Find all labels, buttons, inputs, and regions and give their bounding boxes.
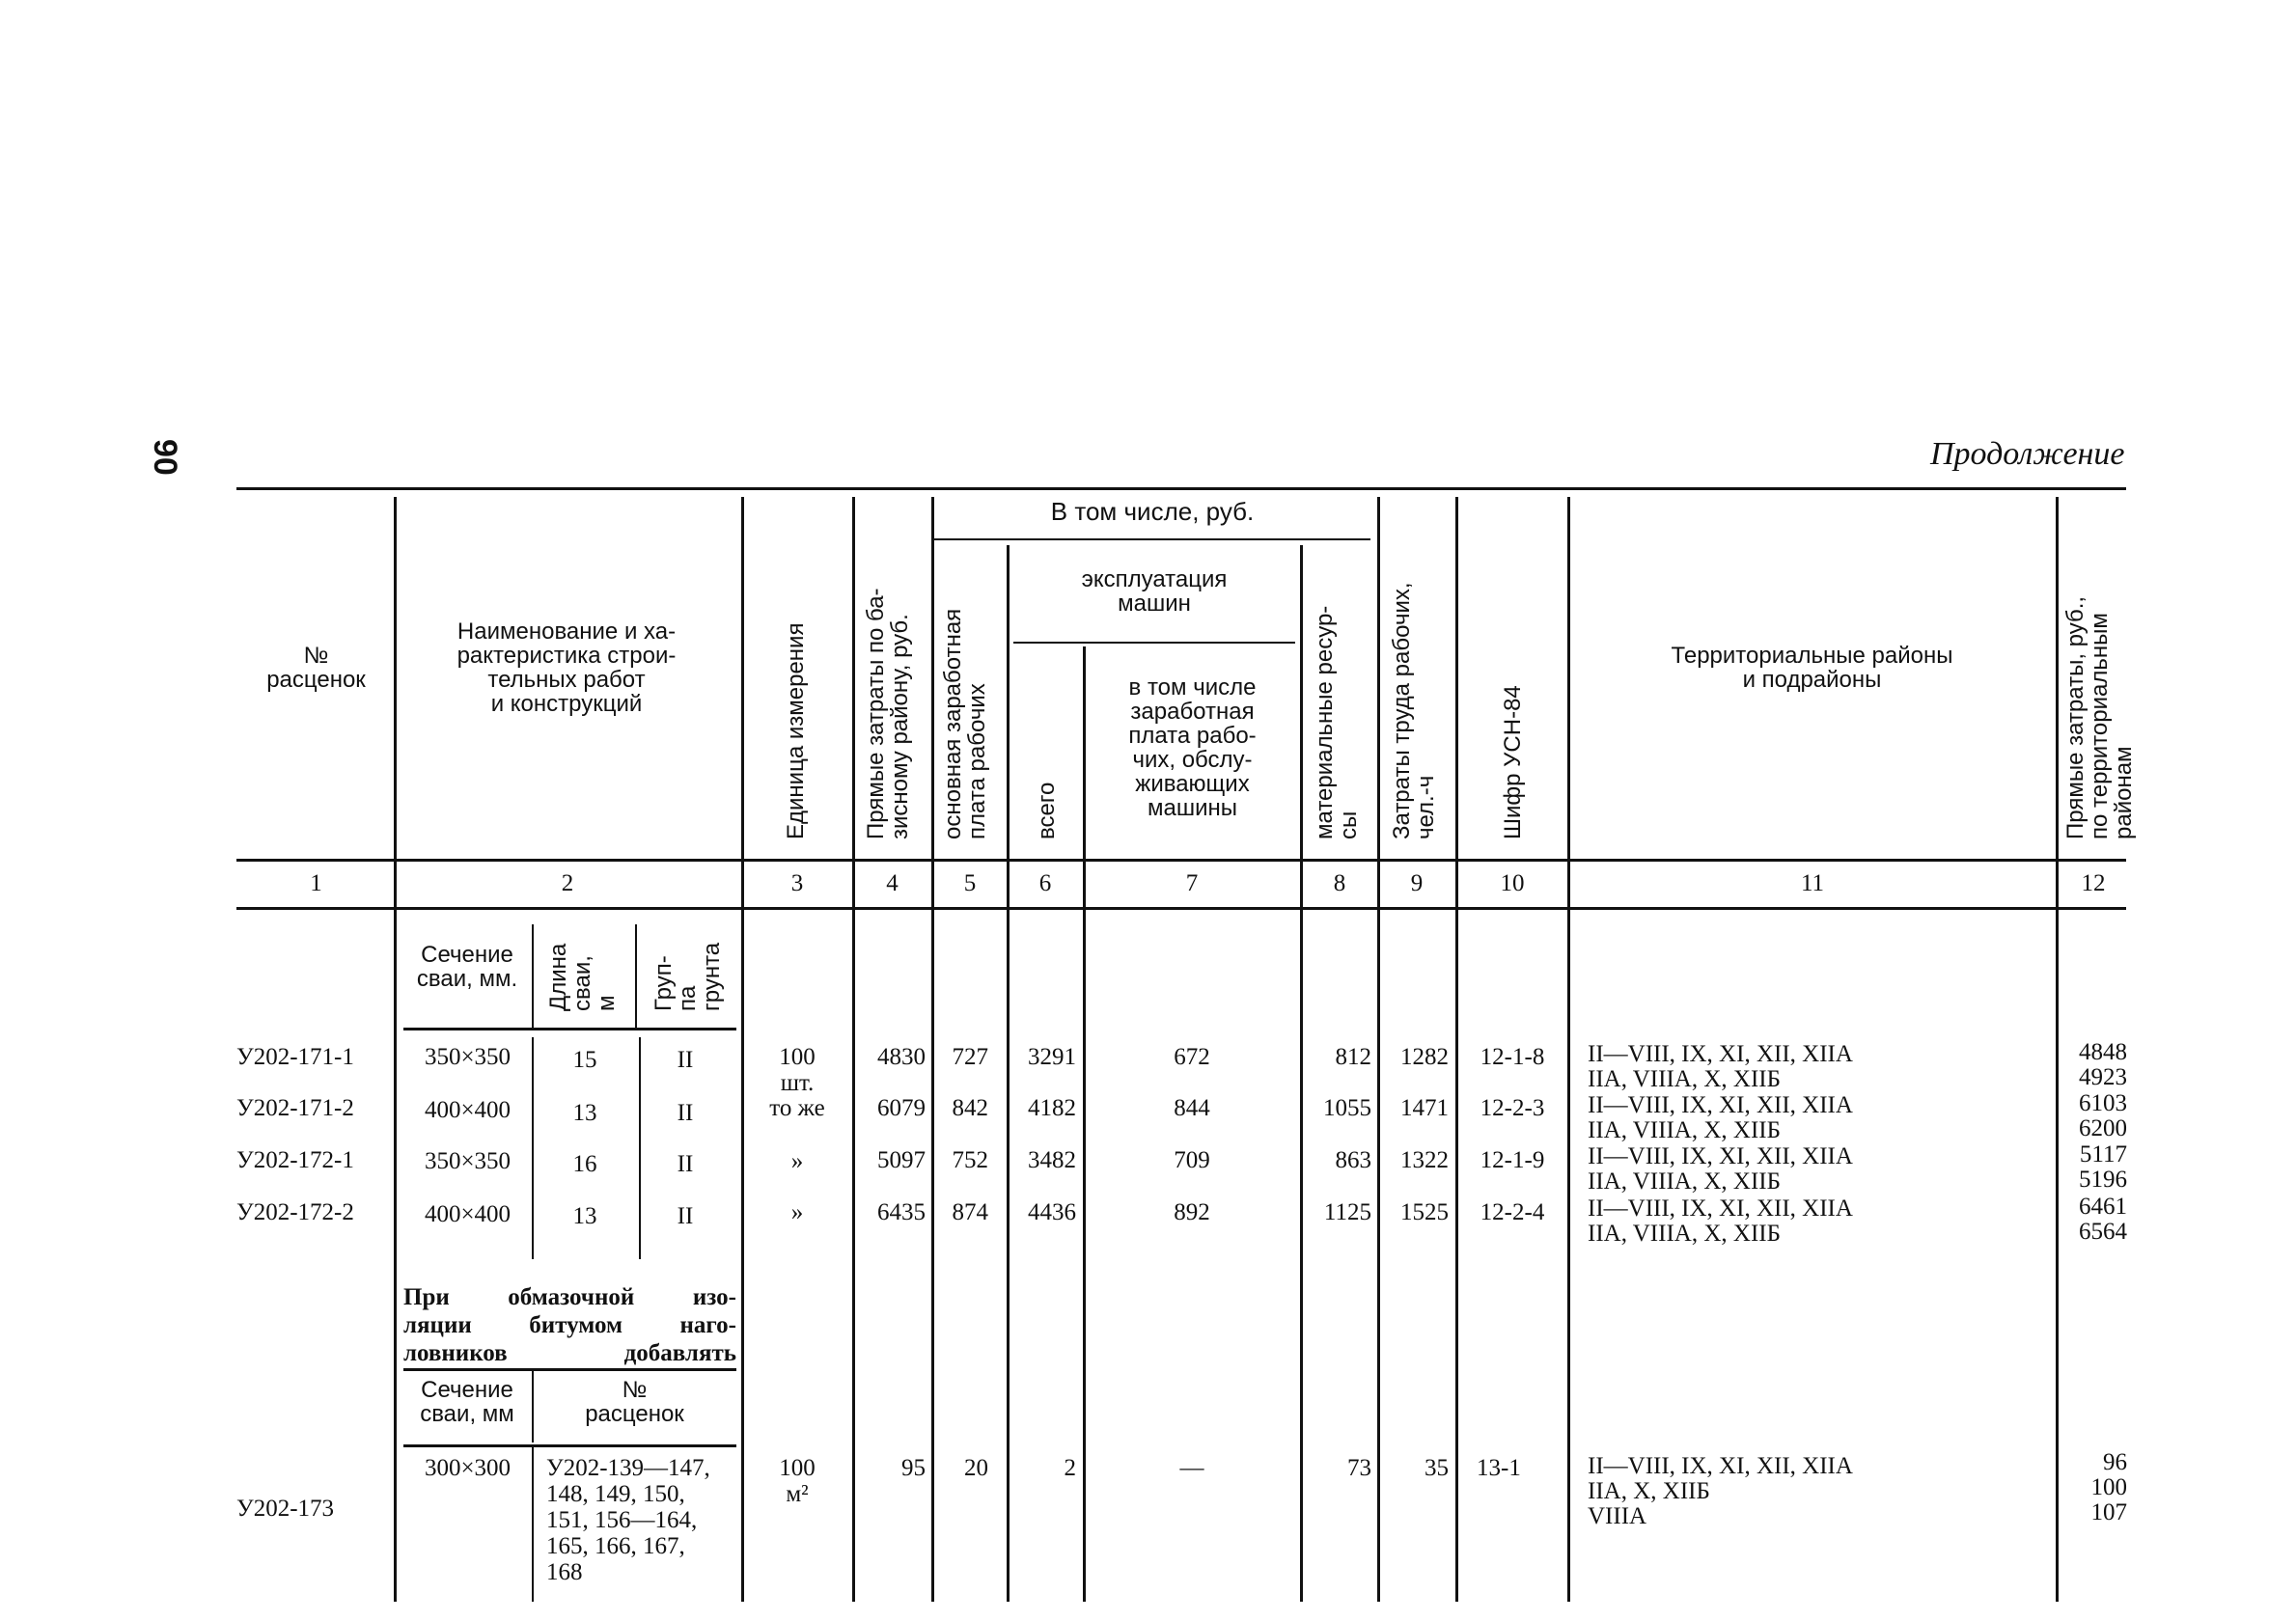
col-number-5: 5 — [963, 870, 977, 896]
row-c6: 3291 — [1028, 1044, 1076, 1070]
row-c4: 6435 — [877, 1199, 926, 1225]
header-col9: Затраты труда рабочих, чел.-ч — [1389, 582, 1439, 839]
col-number-2: 2 — [561, 870, 574, 896]
row-unit: 100 м² — [779, 1455, 816, 1507]
col-divider — [1083, 646, 1086, 1602]
row-c11: II—VIII, IX, XI, XII, XIIA IIA, VIIIA, X, XIIБ — [1588, 1195, 1853, 1247]
row-c7: 709 — [1174, 1147, 1210, 1173]
sub-length-header: Длина сваи, м — [545, 943, 620, 1011]
row-unit: » — [790, 1148, 804, 1174]
row-unit: » — [790, 1199, 804, 1225]
header-bottom-rule — [236, 859, 2126, 862]
row-c12: 4848 4923 — [2079, 1039, 2127, 1090]
row-length: 16 — [572, 1151, 597, 1177]
col-divider — [1567, 497, 1570, 1602]
row-c10: 12-1-9 — [1480, 1147, 1545, 1173]
col-divider — [1377, 497, 1380, 1602]
row-c8: 1055 — [1323, 1095, 1371, 1121]
row-group: II — [677, 1047, 694, 1073]
col-number-6: 6 — [1038, 870, 1052, 896]
col-divider — [852, 497, 855, 1602]
row-c10: 13-1 — [1477, 1455, 1521, 1481]
numbers-bottom-rule — [236, 907, 2126, 910]
header-col3: Единица измерения — [783, 622, 809, 839]
row-c8: 863 — [1335, 1147, 1371, 1173]
row-c10: 12-2-4 — [1480, 1199, 1545, 1225]
subtable-divider — [635, 924, 637, 1030]
row-c10: 12-1-8 — [1480, 1044, 1545, 1070]
row-code: У202-171-2 — [236, 1095, 354, 1121]
col-number-8: 8 — [1333, 870, 1346, 896]
sub-group-header: Груп- па грунта — [650, 942, 725, 1011]
row-c7: 892 — [1174, 1199, 1210, 1225]
col-number-7: 7 — [1185, 870, 1199, 896]
subtable-rule — [403, 1028, 736, 1030]
row-c11: II—VIII, IX, XI, XII, XIIA IIA, VIIIA, X, XIIБ — [1588, 1143, 1853, 1195]
header-col10: Шифр УСН-84 — [1500, 685, 1526, 839]
page-number: 90 — [147, 439, 183, 476]
row-c9: 1525 — [1400, 1199, 1449, 1225]
header-col8: материальные ресур- сы — [1312, 605, 1362, 839]
header-col4: Прямые затраты по ба- зисному району, руб. — [863, 588, 913, 839]
row-c12: 6103 6200 — [2079, 1090, 2127, 1141]
row-c5: 727 — [952, 1044, 988, 1070]
continuation-label: Продолжение — [1930, 436, 2125, 472]
header-col2: Наименование и ха- рактеристика строи- тельных работ и конструкций — [456, 618, 677, 717]
col-divider — [741, 497, 744, 1602]
row-c4: 5097 — [877, 1147, 926, 1173]
row-c12: 6461 6564 — [2079, 1194, 2127, 1245]
row-group: II — [677, 1100, 694, 1126]
col-number-9: 9 — [1410, 870, 1424, 896]
row-c9: 1322 — [1400, 1147, 1449, 1173]
header-group: В том числе, руб. — [1050, 497, 1255, 526]
row-c4: 6079 — [877, 1095, 926, 1121]
row-c8: 812 — [1335, 1044, 1371, 1070]
row-c12: 5117 5196 — [2079, 1141, 2127, 1193]
row-c9: 35 — [1425, 1455, 1449, 1481]
row-group: II — [677, 1203, 694, 1229]
row-unit: 100 шт. — [779, 1044, 816, 1096]
col-number-11: 11 — [1800, 870, 1825, 896]
extra-codes-header: № расценок — [585, 1377, 684, 1427]
row-c5: 752 — [952, 1147, 988, 1173]
row-length: 13 — [572, 1100, 597, 1126]
sub-section-header: Сечение сваи, мм. — [416, 942, 518, 992]
row-section: 300×300 — [424, 1455, 512, 1481]
row-c9: 1282 — [1400, 1044, 1449, 1070]
extra-divider — [532, 1370, 534, 1442]
row-group: II — [677, 1151, 694, 1177]
extra-section-header: Сечение сваи, мм — [420, 1377, 514, 1427]
header-col6: всего — [1034, 782, 1060, 839]
col-number-12: 12 — [2081, 870, 2106, 896]
machines-rule — [1013, 642, 1295, 644]
top-rule — [236, 487, 2126, 490]
header-col5: основная заработная плата рабочих — [940, 608, 990, 839]
row-section: 400×400 — [424, 1097, 512, 1123]
col-number-10: 10 — [1500, 870, 1525, 896]
row-code: У202-172-2 — [236, 1199, 354, 1225]
row-section: 400×400 — [424, 1201, 512, 1227]
row-c9: 1471 — [1400, 1095, 1449, 1121]
row-c6: 4436 — [1028, 1199, 1076, 1225]
subtable-divider — [532, 924, 534, 1030]
col-number-3: 3 — [790, 870, 804, 896]
row-c5: 20 — [964, 1455, 988, 1481]
row-c11: II—VIII, IX, XI, XII, XIIA IIA, X, XIIБ VIIIA — [1588, 1453, 1853, 1529]
row-c11: II—VIII, IX, XI, XII, XIIA IIA, VIIIA, X, XIIБ — [1588, 1041, 1853, 1092]
extra-rule — [403, 1444, 736, 1447]
col-number-4: 4 — [886, 870, 899, 896]
row-c6: 2 — [1064, 1455, 1076, 1481]
row-code: У202-171-1 — [236, 1044, 354, 1070]
row-c8: 73 — [1347, 1455, 1371, 1481]
col-divider — [931, 497, 934, 1602]
row-c5: 874 — [952, 1199, 988, 1225]
col-divider — [394, 497, 397, 1602]
col-divider — [1007, 545, 1010, 1602]
col-divider — [1300, 545, 1303, 1602]
row-code: У202-172-1 — [236, 1147, 354, 1173]
row-c7: — — [1179, 1455, 1204, 1481]
col-divider — [2056, 497, 2059, 1602]
row-c5: 842 — [952, 1095, 988, 1121]
row-section: 350×350 — [424, 1148, 512, 1174]
row-c7: 672 — [1174, 1044, 1210, 1070]
header-col12: Прямые затраты, руб., по территориальным районам — [2062, 595, 2137, 839]
col-number-1: 1 — [310, 870, 322, 896]
header-col11: Территориальные районы и подрайоны — [1671, 643, 1953, 693]
header-machines: эксплуатация машин — [1081, 566, 1228, 617]
row-c4: 4830 — [877, 1044, 926, 1070]
row-code: У202-173 — [236, 1496, 335, 1522]
row-c12: 96 100 107 — [2090, 1449, 2127, 1525]
row-c10: 12-2-3 — [1480, 1095, 1545, 1121]
row-c8: 1125 — [1323, 1199, 1371, 1225]
row-c4: 95 — [901, 1455, 926, 1481]
col-divider — [1455, 497, 1458, 1602]
row-length: 13 — [572, 1203, 597, 1229]
extra-divider — [532, 1447, 534, 1602]
row-c6: 3482 — [1028, 1147, 1076, 1173]
extra-rule — [403, 1368, 736, 1371]
row-c7: 844 — [1174, 1095, 1210, 1121]
row-length: 15 — [572, 1047, 597, 1073]
row-c11: II—VIII, IX, XI, XII, XIIA IIA, VIIIA, X, XIIБ — [1588, 1092, 1853, 1143]
row-c6: 4182 — [1028, 1095, 1076, 1121]
extra-section-title: При обмазочной изо- ляции битумом наго- ловников добавлять — [403, 1284, 736, 1366]
header-col7: в том числе заработная плата рабо- чих, обслу- живающих машины — [1128, 674, 1257, 821]
row-refs: У202-139—147, 148, 149, 150, 151, 156—164, 165, 166, 167, 168 — [546, 1455, 710, 1585]
header-col1: № расценок — [266, 643, 366, 693]
row-unit: то же — [769, 1095, 825, 1121]
row-section: 350×350 — [424, 1044, 512, 1070]
group-rule — [934, 538, 1370, 540]
